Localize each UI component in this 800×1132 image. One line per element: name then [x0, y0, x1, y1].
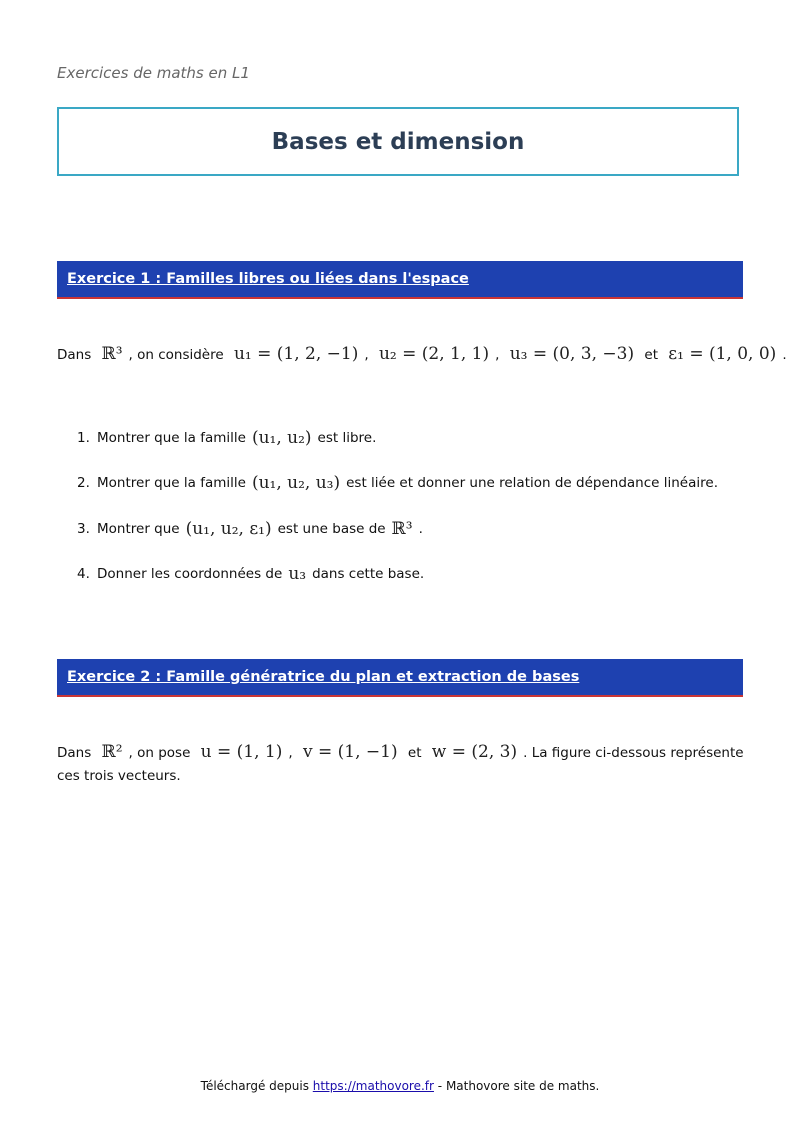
question-number: 3. — [77, 520, 90, 537]
question-text: est libre. — [317, 429, 377, 446]
exercise-2-title: Exercice 2 : Famille génératrice du plan et extraction de bases — [67, 669, 580, 685]
exercise-1-intro — [57, 343, 787, 366]
question-number: 2. — [77, 475, 90, 492]
question-number: 1. — [77, 429, 90, 446]
question-math: (u₁, u₂, ε₁) — [185, 518, 272, 539]
math-w: w = (2, 3) — [431, 742, 518, 762]
question-math: ℝ³ — [391, 518, 413, 539]
math-u3: u₃ = (0, 3, −3) — [509, 344, 635, 364]
question-math: (u₁, u₂) — [251, 427, 312, 448]
question-text: est une base de — [277, 520, 386, 537]
footer-text: - Mathovore site de maths. — [437, 1079, 600, 1093]
math-u: u = (1, 1) — [200, 742, 283, 762]
intro-text: et — [407, 745, 422, 761]
question-item — [77, 552, 718, 598]
question-text: Montrer que la famille — [97, 429, 246, 446]
page-title: Bases et dimension — [271, 128, 525, 155]
math-e1: ε₁ = (1, 0, 0) — [668, 344, 777, 364]
intro-text: Dans — [57, 745, 92, 761]
exercise-2-intro — [57, 741, 747, 788]
intro-text: . La figure ci-dessous représente ces trois vecteurs. — [57, 745, 744, 784]
question-item — [77, 461, 718, 507]
question-item — [77, 506, 718, 552]
intro-text: , on considère — [128, 347, 224, 363]
separator: , — [288, 745, 293, 761]
question-math: (u₁, u₂, u₃) — [251, 473, 341, 494]
question-text: Donner les coordonnées de — [97, 566, 283, 583]
math-u1: u₁ = (1, 2, −1) — [233, 344, 359, 364]
footer — [0, 1079, 800, 1093]
separator: , — [364, 347, 369, 363]
question-math: u₃ — [288, 564, 307, 585]
intro-text: . — [782, 347, 787, 363]
math-r2: ℝ² — [101, 742, 123, 762]
question-number: 4. — [77, 566, 90, 583]
exercise-1-header — [57, 261, 743, 299]
intro-text: , on pose — [128, 745, 191, 761]
exercise-2-header — [57, 659, 743, 697]
question-text: dans cette base. — [312, 566, 425, 583]
math-u2: u₂ = (2, 1, 1) — [378, 344, 490, 364]
question-item — [77, 415, 718, 461]
question-text: Montrer que — [97, 520, 180, 537]
footer-text: Téléchargé depuis — [200, 1079, 309, 1093]
separator: , — [495, 347, 500, 363]
math-r3: ℝ³ — [101, 344, 123, 364]
document-subtitle: Exercices de maths en L1 — [57, 64, 250, 82]
footer-link[interactable]: https://mathovore.fr — [312, 1079, 434, 1093]
question-text: . — [418, 520, 423, 537]
question-text: est liée et donner une relation de dépendance linéaire. — [346, 475, 718, 492]
intro-text: et — [644, 347, 658, 363]
intro-text: Dans — [57, 347, 92, 363]
question-text: Montrer que la famille — [97, 475, 246, 492]
title-box — [57, 107, 739, 176]
exercise-1-questions — [77, 415, 718, 597]
math-v: v = (1, −1) — [302, 742, 398, 762]
exercise-1-title: Exercice 1 : Familles libres ou liées dans l'espace — [67, 271, 469, 287]
